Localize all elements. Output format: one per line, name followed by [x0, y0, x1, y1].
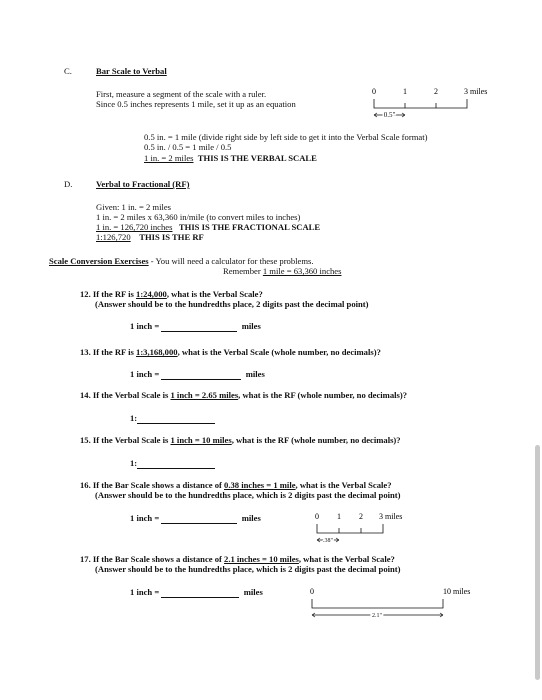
- vertical-scrollbar[interactable]: [535, 445, 540, 680]
- q12-pre: 12. If the RF is: [80, 289, 137, 299]
- section-d-line4-bold: THIS IS THE RF: [139, 232, 204, 242]
- q12-rf: 1:24,000: [136, 289, 167, 299]
- q16-note: (Answer should be to the hundredths place, which is 2 digits past the decimal point): [95, 490, 401, 500]
- bar-scale-c-label-2: 2: [434, 87, 438, 96]
- q12-note: (Answer should be to the hundredths place, 2 digits past the decimal point): [95, 299, 369, 309]
- bar-scale-q17-bar: [312, 599, 443, 608]
- q16-rhs: miles: [241, 513, 261, 524]
- section-d-line2: 1 in. = 2 miles x 63,360 in/mile (to convert miles to inches): [96, 212, 301, 222]
- q14-pre: 14. If the Verbal Scale is: [80, 390, 171, 400]
- section-c-letter: C.: [64, 66, 72, 76]
- bar-scale-q16-label-0: 0: [315, 512, 319, 521]
- q14-answer-row: [130, 414, 215, 424]
- exercises-heading-title: Scale Conversion Exercises: [49, 256, 149, 266]
- bar-scale-c-measure: 0.5": [383, 111, 396, 119]
- q12-post: , what is the Verbal Scale?: [166, 289, 263, 299]
- q17-post: , what is the Verbal Scale?: [298, 554, 395, 564]
- section-d-letter: D.: [64, 179, 73, 189]
- q13-lhs: 1 inch =: [130, 369, 162, 380]
- exercises-remember-value: 1 mile = 63,360 inches: [262, 266, 342, 276]
- q13-pre: 13. If the RF is: [80, 347, 137, 357]
- q15-lhs: 1:: [130, 458, 138, 469]
- section-d-line4: [96, 233, 204, 243]
- q14-verbal: 1 inch = 2.65 miles: [170, 390, 239, 400]
- q14-lhs: 1:: [130, 413, 138, 424]
- section-c-eq1: 0.5 in. = 1 mile (divide right side by left side to get it into the Verbal Scale format): [144, 132, 428, 142]
- bar-scale-q16-bar: [317, 524, 383, 533]
- bar-scale-q16-label-1: 1: [337, 512, 341, 521]
- q12-answer-blank[interactable]: [161, 322, 237, 332]
- exercises-remember-label: Remember: [223, 266, 263, 276]
- exercises-remember: [223, 267, 341, 277]
- q12-rhs: miles: [241, 321, 261, 332]
- q15-verbal: 1 inch = 10 miles: [170, 435, 232, 445]
- section-c-eq2: 0.5 in. / 0.5 = 1 mile / 0.5: [144, 142, 232, 152]
- section-c-eq3-bold: THIS IS THE VERBAL SCALE: [197, 153, 317, 163]
- section-d-line4-underlined: 1:126,720: [96, 232, 131, 242]
- q16-answer-blank[interactable]: [161, 514, 237, 524]
- bar-scale-c: [360, 84, 520, 124]
- q15-pre: 15. If the Verbal Scale is: [80, 435, 171, 445]
- q17-pre: 17. If the Bar Scale shows a distance of: [80, 554, 225, 564]
- q13-question: [80, 348, 381, 358]
- q14-post: , what is the RF (whole number, no decimals)?: [238, 390, 408, 400]
- section-d-title: Verbal to Fractional (RF): [96, 179, 190, 189]
- bar-scale-q17-label-left: 0: [310, 587, 314, 596]
- q12-lhs: 1 inch =: [130, 321, 162, 332]
- q16-pre: 16. If the Bar Scale shows a distance of: [80, 480, 225, 490]
- bar-scale-c-units: 3 miles: [464, 87, 488, 96]
- q16-lhs: 1 inch =: [130, 513, 162, 524]
- bar-scale-q16-measure: .38": [323, 538, 333, 544]
- section-d-line3-underlined: 1 in. = 126,720 inches: [96, 222, 173, 232]
- q17-note: (Answer should be to the hundredths place, which is 2 digits past the decimal point): [95, 564, 401, 574]
- q17-rhs: miles: [243, 587, 263, 598]
- bar-scale-q17: [298, 584, 498, 624]
- q15-answer-row: [130, 459, 215, 469]
- q14-question: [80, 391, 407, 401]
- bar-scale-c-label-1: 1: [403, 87, 407, 96]
- section-c-title: Bar Scale to Verbal: [96, 66, 167, 76]
- exercises-heading-rest: - You will need a calculator for these problems.: [148, 256, 314, 266]
- section-d-given: Given: 1 in. = 2 miles: [96, 202, 172, 212]
- bar-scale-q16-units: 3 miles: [379, 512, 403, 521]
- section-c-line1: First, measure a segment of the scale with a ruler.: [96, 89, 267, 99]
- bar-scale-c-bar: [374, 99, 467, 108]
- q13-answer-blank[interactable]: [161, 370, 241, 380]
- bar-scale-q16: [303, 509, 443, 549]
- q15-question: [80, 436, 401, 446]
- q14-answer-blank[interactable]: [137, 414, 215, 424]
- bar-scale-q16-label-2: 2: [359, 512, 363, 521]
- section-c-eq3: [144, 154, 317, 164]
- q17-answer-row: [130, 588, 263, 598]
- q13-rf: 1:3,168,000: [136, 347, 178, 357]
- q17-lhs: 1 inch =: [130, 587, 162, 598]
- q13-answer-row: [130, 370, 265, 380]
- q16-answer-row: [130, 514, 261, 524]
- q16-distance: 0.38 inches = 1 mile: [224, 480, 296, 490]
- q15-post: , what is the RF (whole number, no decimals)?: [231, 435, 401, 445]
- bar-scale-q17-label-right: 10 miles: [443, 587, 471, 596]
- q17-distance: 2.1 inches = 10 miles: [224, 554, 299, 564]
- q13-post: , what is the Verbal Scale (whole number, no decimals)?: [177, 347, 381, 357]
- section-c-eq3-underlined: 1 in. = 2 miles: [144, 153, 194, 163]
- bar-scale-c-label-0: 0: [372, 87, 376, 96]
- bar-scale-q17-measure: 2.1": [372, 613, 382, 619]
- q12-answer-row: [130, 322, 261, 332]
- section-d-line3-bold: THIS IS THE FRACTIONAL SCALE: [178, 222, 321, 232]
- section-c-line2: Since 0.5 inches represents 1 mile, set it up as an equation: [96, 99, 296, 109]
- q13-rhs: miles: [245, 369, 265, 380]
- q16-post: , what is the Verbal Scale?: [295, 480, 392, 490]
- q17-answer-blank[interactable]: [161, 588, 239, 598]
- q15-answer-blank[interactable]: [137, 459, 215, 469]
